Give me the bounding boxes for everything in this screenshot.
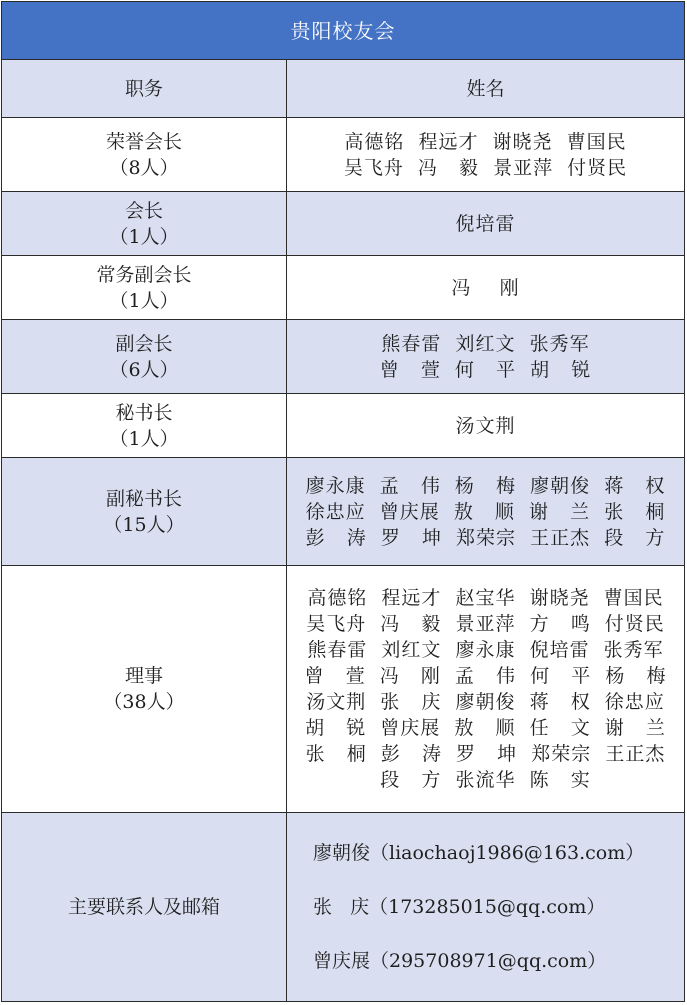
names-line: 曾 萱 冯 刚 孟 伟 何 平 杨 梅 [304,665,667,687]
names-cell [287,192,684,256]
role-title: 理事 [124,665,163,687]
names-line: 彭 涛 罗 坤 郑荣宗 王正杰 段 方 [305,526,666,549]
role-title: 常务副会长 [96,263,192,286]
contact-entry: 曾庆展（295708971@qq.com） [313,950,607,972]
role-count: （1人） [109,225,179,248]
role-count: （6人） [109,358,179,381]
column-header-role: 职务 [2,60,287,118]
table-title: 贵阳校友会 [2,2,684,60]
column-header-name: 姓名 [287,60,684,118]
role-count: （8人） [109,156,179,179]
role-count: （1人） [109,289,179,312]
role-title: 副秘书长 [105,487,182,510]
contact-entry: 张 庆（173285015@qq.com） [313,896,606,918]
names-cell [287,566,684,813]
role-cell [2,458,287,566]
role-cell [2,394,287,458]
names-line: 徐忠应 曾庆展 敖 顺 谢 兰 张 桐 [305,500,666,523]
names-line: 熊春雷 刘红文 张秀军 [381,332,590,355]
role-count: （38人） [103,691,185,713]
role-title: 会长 [124,199,163,222]
names-cell [287,256,684,320]
names-cell [287,320,684,394]
contact-label: 主要联系人及邮箱 [2,813,287,1001]
names-line: 吴飞舟 冯 毅 景亚萍 方 鸣 付贤民 [306,613,665,635]
role-title: 副会长 [115,332,173,355]
names-cell [287,458,684,566]
role-cell [2,118,287,192]
names-cell [287,118,684,192]
names-line: 廖永康 孟 伟 杨 梅 廖朝俊 蒋 权 [305,474,666,497]
names-line: 吴飞舟 冯 毅 景亚萍 付贤民 [343,156,628,179]
role-title: 荣誉会长 [105,130,182,153]
role-cell [2,566,287,813]
names-cell [287,394,684,458]
role-title: 秘书长 [115,401,173,424]
names-line: 高德铭 程远才 赵宝华 谢晓尧 曹国民 [307,587,664,609]
names-line: 熊春雷 刘红文 廖永康 倪培雷 张秀军 [307,639,664,661]
names-line: 段 方 张流华 陈 实 [316,769,655,791]
contact-cell [287,813,684,1001]
role-cell [2,256,287,320]
names-line: 汤文荆 [455,414,516,437]
role-count: （1人） [109,427,179,450]
names-line: 胡 锐 曾庆展 敖 顺 任 文 谢 兰 [305,717,666,739]
contact-entry: 廖朝俊（liaochaoj1986@163.com） [313,842,645,864]
role-cell [2,192,287,256]
names-line: 曾 萱 何 平 胡 锐 [379,358,592,381]
names-line: 汤文荆 张 庆 廖朝俊 蒋 权 徐忠应 [306,691,665,713]
role-cell [2,320,287,394]
names-line: 倪培雷 [455,212,516,235]
alumni-table [1,1,685,1002]
role-count: （15人） [103,513,185,536]
names-line: 冯 刚 [451,276,520,299]
names-line: 高德铭 程远才 谢晓尧 曹国民 [344,130,627,153]
names-line: 张 桐 彭 涛 罗 坤 郑荣宗 王正杰 [305,743,666,765]
